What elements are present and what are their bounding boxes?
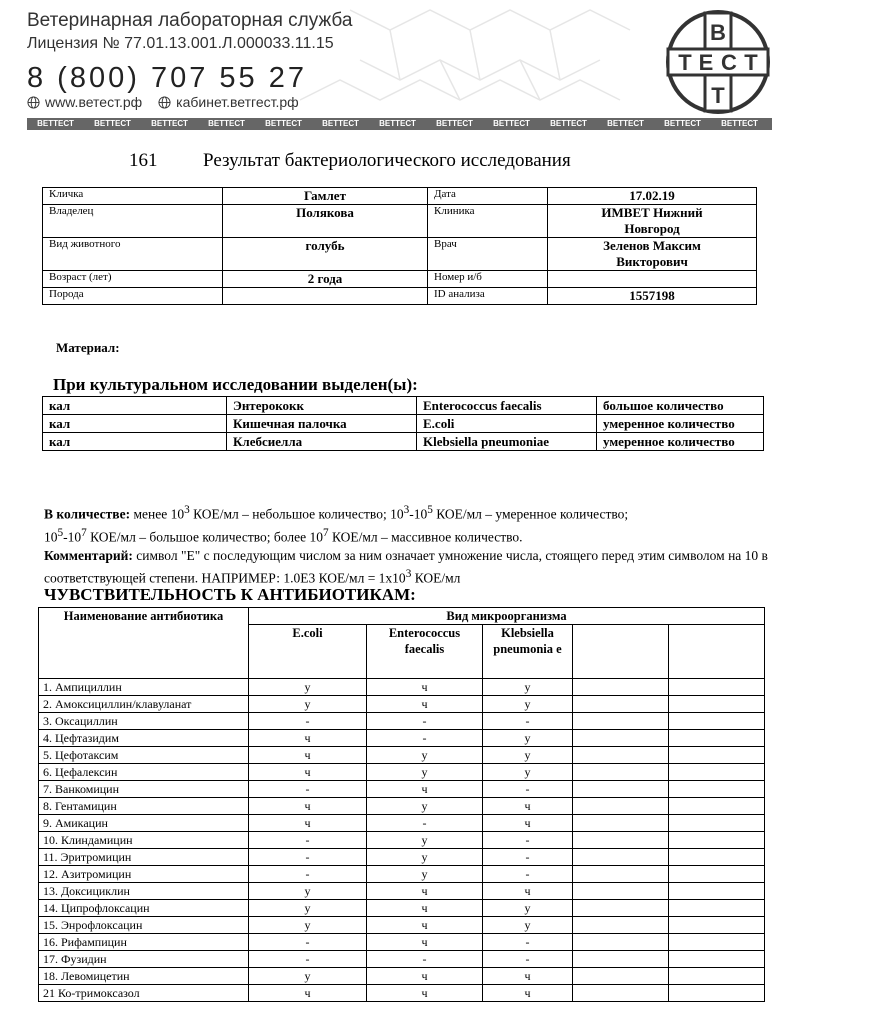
note-text: КОЕ/мл – небольшое количество; 10 — [189, 506, 404, 522]
sensitivity-cell: у — [249, 883, 367, 900]
sensitivity-cell: - — [483, 951, 573, 968]
table-row — [39, 832, 765, 849]
sensitivity-cell: у — [483, 900, 573, 917]
sensitivity-cell — [669, 815, 765, 832]
info-label: Кличка — [43, 188, 223, 205]
globe-icon — [158, 96, 171, 109]
band-label: ВЕТТЕСТ — [322, 119, 359, 128]
material-label: Материал: — [56, 340, 120, 355]
sensitivity-cell: ч — [367, 917, 483, 934]
info-value: 2 года — [223, 271, 428, 288]
note-exponent: 3 — [403, 504, 410, 516]
info-label: Номер и/б — [428, 271, 548, 288]
info-label: Клиника — [428, 205, 548, 238]
sensitivity-cell: у — [367, 832, 483, 849]
note-exponent: 7 — [81, 526, 87, 539]
note-text: -10 — [63, 529, 82, 544]
sensitivity-cell — [669, 951, 765, 968]
logo-letter: Т — [711, 83, 725, 108]
sensitivity-cell: у — [249, 968, 367, 985]
info-value: ИМВЕТ Нижний Новгород — [548, 205, 757, 238]
band-label: ВЕТТЕСТ — [550, 119, 587, 128]
logo-letter: Т — [744, 50, 758, 75]
band-label: ВЕТТЕСТ — [436, 119, 473, 128]
logo-letter: С — [721, 50, 737, 75]
sensitivity-cell: ч — [249, 730, 367, 747]
table-row — [43, 271, 757, 288]
brand-band — [27, 118, 772, 130]
table-row — [43, 205, 757, 238]
culture-cell: E.coli — [417, 415, 597, 433]
sensitivity-cell — [669, 883, 765, 900]
sensitivity-cell: - — [367, 713, 483, 730]
table-row — [43, 433, 764, 451]
sensitivity-cell — [573, 781, 669, 798]
info-value: голубь — [223, 238, 428, 271]
sensitivity-cell — [573, 679, 669, 696]
table-row — [39, 679, 765, 696]
sensitivity-cell — [573, 747, 669, 764]
antibiotic-name: 6. Цефалексин — [39, 764, 249, 781]
sensitivity-cell: ч — [367, 985, 483, 1002]
sensitivity-cell — [669, 696, 765, 713]
logo-letter: В — [710, 20, 726, 45]
sensitivity-cell: - — [483, 849, 573, 866]
sensitivity-cell: у — [367, 849, 483, 866]
table-row — [43, 238, 757, 271]
sensitivity-cell: ч — [483, 968, 573, 985]
sensitivity-cell: у — [249, 917, 367, 934]
sensitivity-cell — [669, 781, 765, 798]
note-text: КОЕ/мл — [411, 570, 461, 586]
sensitivity-cell: ч — [367, 968, 483, 985]
table-row — [43, 288, 757, 305]
table-row — [39, 815, 765, 832]
sensitivity-cell — [573, 798, 669, 815]
antibiotic-name: 16. Рифампицин — [39, 934, 249, 951]
site-link-text: www.ветест.рф — [45, 94, 143, 110]
sensitivity-cell: у — [367, 798, 483, 815]
sensitivity-cell: ч — [367, 696, 483, 713]
sensitivity-cell: у — [249, 900, 367, 917]
table-header-row — [39, 608, 765, 625]
globe-icon — [27, 96, 40, 109]
sensitivity-cell — [669, 849, 765, 866]
info-value: Полякова — [223, 205, 428, 238]
cabinet-link-text: кабинет.ветгест.рф — [176, 94, 299, 110]
sensitivity-heading: ЧУВСТВИТЕЛЬНОСТЬ К АНТИБИОТИКАМ: — [44, 585, 416, 604]
sensitivity-cell — [573, 917, 669, 934]
table-row — [39, 781, 765, 798]
sensitivity-cell — [669, 934, 765, 951]
sensitivity-cell: - — [483, 781, 573, 798]
antibiotic-name: 1. Ампициллин — [39, 679, 249, 696]
sensitivity-cell: у — [483, 917, 573, 934]
sensitivity-cell: ч — [249, 747, 367, 764]
sensitivity-cell — [573, 985, 669, 1002]
sensitivity-cell: - — [249, 832, 367, 849]
sensitivity-cell — [573, 849, 669, 866]
sensitivity-cell: у — [483, 679, 573, 696]
sensitivity-cell: ч — [249, 815, 367, 832]
sensitivity-cell: у — [367, 866, 483, 883]
sensitivity-cell — [573, 934, 669, 951]
sensitivity-cell — [669, 917, 765, 934]
sensitivity-cell: у — [367, 764, 483, 781]
sensitivity-cell: ч — [483, 798, 573, 815]
sensitivity-cell: ч — [483, 815, 573, 832]
header-links — [27, 94, 299, 110]
sensitivity-cell — [669, 985, 765, 1002]
document-number: 161 — [129, 150, 158, 171]
sensitivity-cell: ч — [367, 934, 483, 951]
info-value: 1557198 — [548, 288, 757, 305]
logo-letter: Е — [698, 50, 714, 75]
sensitivity-cell: - — [367, 951, 483, 968]
sensitivity-cell: у — [483, 747, 573, 764]
note-exponent: 3 — [405, 568, 412, 580]
antibiotic-name: 4. Цефтазидим — [39, 730, 249, 747]
culture-cell: кал — [43, 433, 227, 451]
table-row — [39, 730, 765, 747]
table-row — [39, 747, 765, 764]
table-row — [39, 866, 765, 883]
culture-cell: Энтерококк — [227, 397, 417, 415]
info-label: Врач — [428, 238, 548, 271]
table-row — [39, 713, 765, 730]
cabinet-link[interactable] — [158, 94, 299, 110]
sensitivity-table — [38, 607, 765, 1002]
info-value: 17.02.19 — [548, 188, 757, 205]
logo-letter: Т — [678, 50, 692, 75]
sensitivity-cell: - — [249, 713, 367, 730]
band-label: ВЕТТЕСТ — [94, 119, 131, 128]
note-text: КОЕ/мл – массивное количество. — [328, 529, 523, 544]
info-label: Возраст (лет) — [43, 271, 223, 288]
table-row — [43, 415, 764, 433]
table-row — [39, 917, 765, 934]
sensitivity-cell: - — [367, 815, 483, 832]
sensitivity-cell — [669, 764, 765, 781]
culture-cell: большое количество — [597, 397, 764, 415]
sensitivity-cell: - — [483, 713, 573, 730]
sensitivity-cell: - — [483, 866, 573, 883]
info-label: ID анализа — [428, 288, 548, 305]
sensitivity-cell — [669, 866, 765, 883]
culture-cell: кал — [43, 397, 227, 415]
antibiotic-name: 9. Амикацин — [39, 815, 249, 832]
sensitivity-cell — [573, 815, 669, 832]
sensitivity-cell: ч — [367, 679, 483, 696]
column-group-header: Вид микроорганизма — [249, 608, 765, 625]
organism-header — [669, 625, 765, 679]
culture-cell: умеренное количество — [597, 415, 764, 433]
sensitivity-cell: у — [249, 696, 367, 713]
table-row — [39, 849, 765, 866]
table-row — [39, 951, 765, 968]
info-value: Зеленов Максим Викторович — [548, 238, 757, 271]
sensitivity-cell: ч — [249, 764, 367, 781]
sensitivity-cell: у — [367, 747, 483, 764]
band-label: ВЕТТЕСТ — [721, 119, 758, 128]
culture-cell: Клебсиелла — [227, 433, 417, 451]
info-label: Вид животного — [43, 238, 223, 271]
table-row — [39, 764, 765, 781]
info-label: Дата — [428, 188, 548, 205]
sensitivity-cell — [669, 747, 765, 764]
sensitivity-cell — [669, 968, 765, 985]
culture-table — [42, 396, 764, 451]
sensitivity-cell — [573, 730, 669, 747]
note-exponent: 3 — [184, 504, 190, 516]
patient-info-table — [42, 187, 757, 305]
note-text: символ "Е" с последующим числом за ним означает умножение числа, стоящего перед этим символом на 10 в соответствующей степени. НАПРИМЕР: 1.0Е3 КОЕ/мл = 1x10 — [44, 548, 768, 586]
info-value: Гамлет — [223, 188, 428, 205]
note-exponent: 5 — [57, 526, 64, 539]
sensitivity-cell — [669, 730, 765, 747]
antibiotic-name: 21 Ко-тримоксазол — [39, 985, 249, 1002]
band-label: ВЕТТЕСТ — [37, 119, 74, 128]
sensitivity-cell: - — [249, 781, 367, 798]
table-row — [43, 188, 757, 205]
note-text: КОЕ/мл – большое количество; более 10 — [86, 529, 323, 544]
table-row — [39, 968, 765, 985]
sensitivity-cell: ч — [367, 781, 483, 798]
band-label: ВЕТТЕСТ — [265, 119, 302, 128]
sensitivity-cell — [669, 798, 765, 815]
phone-number: 8 (800) 707 55 27 — [27, 62, 307, 94]
band-label: ВЕТТЕСТ — [607, 119, 644, 128]
culture-cell: Кишечная палочка — [227, 415, 417, 433]
organism-header: Klebsiella pneumonia e — [483, 625, 573, 679]
table-row — [39, 696, 765, 713]
sensitivity-cell — [573, 951, 669, 968]
sensitivity-cell — [669, 900, 765, 917]
note-text: КОЕ/мл – умеренное количество; — [432, 506, 629, 522]
sensitivity-cell: - — [249, 951, 367, 968]
band-label: ВЕТТЕСТ — [493, 119, 530, 128]
antibiotic-name: 3. Оксациллин — [39, 713, 249, 730]
sensitivity-cell: ч — [249, 985, 367, 1002]
organism-header: Enterococcus faecalis — [367, 625, 483, 679]
table-row — [39, 985, 765, 1002]
comment-label: Комментарий: — [44, 548, 133, 563]
sensitivity-cell — [669, 679, 765, 696]
sensitivity-cell: у — [483, 696, 573, 713]
notes — [44, 501, 774, 588]
band-label: ВЕТТЕСТ — [208, 119, 245, 128]
organism-header: E.coli — [249, 625, 367, 679]
note-exponent: 7 — [322, 526, 329, 539]
info-value — [548, 271, 757, 288]
sensitivity-cell: ч — [367, 900, 483, 917]
sensitivity-cell — [669, 713, 765, 730]
sensitivity-cell: - — [249, 866, 367, 883]
sensitivity-cell — [573, 866, 669, 883]
sensitivity-cell — [573, 832, 669, 849]
antibiotic-name: 13. Доксициклин — [39, 883, 249, 900]
lab-name: Ветеринарная лабораторная служба — [27, 10, 353, 31]
band-label: ВЕТТЕСТ — [151, 119, 188, 128]
antibiotic-name: 5. Цефотаксим — [39, 747, 249, 764]
table-row — [39, 883, 765, 900]
sensitivity-cell — [669, 832, 765, 849]
antibiotic-name: 14. Ципрофлоксацин — [39, 900, 249, 917]
culture-cell: Enterococcus faecalis — [417, 397, 597, 415]
column-header: Наименование антибиотика — [39, 608, 249, 679]
sensitivity-cell: ч — [483, 985, 573, 1002]
sensitivity-cell: у — [483, 764, 573, 781]
note-text: -10 — [409, 506, 428, 522]
antibiotic-name: 12. Азитромицин — [39, 866, 249, 883]
antibiotic-name: 17. Фузидин — [39, 951, 249, 968]
sensitivity-cell: ч — [483, 883, 573, 900]
antibiotic-name: 10. Клиндамицин — [39, 832, 249, 849]
band-label: ВЕТТЕСТ — [379, 119, 416, 128]
sensitivity-cell — [573, 900, 669, 917]
info-value — [223, 288, 428, 305]
site-link[interactable] — [27, 94, 142, 110]
sensitivity-cell — [573, 696, 669, 713]
culture-heading: При культуральном исследовании выделен(ы): — [53, 375, 418, 394]
document-title: Результат бактериологического исследования — [203, 150, 571, 171]
sensitivity-cell: у — [249, 679, 367, 696]
sensitivity-cell: - — [249, 934, 367, 951]
sensitivity-cell: - — [367, 730, 483, 747]
sensitivity-cell — [573, 764, 669, 781]
antibiotic-name: 18. Левомицетин — [39, 968, 249, 985]
antibiotic-name: 15. Энрофлоксацин — [39, 917, 249, 934]
note-exponent: 5 — [427, 504, 433, 516]
sensitivity-cell: у — [483, 730, 573, 747]
note-text: менее 10 — [133, 506, 185, 522]
sensitivity-cell: - — [483, 934, 573, 951]
sensitivity-cell: ч — [249, 798, 367, 815]
sensitivity-cell: ч — [367, 883, 483, 900]
antibiotic-name: 11. Эритромицин — [39, 849, 249, 866]
info-label: Порода — [43, 288, 223, 305]
antibiotic-name: 2. Амоксициллин/клавуланат — [39, 696, 249, 713]
table-row — [43, 397, 764, 415]
antibiotic-name: 8. Гентамицин — [39, 798, 249, 815]
organism-header — [573, 625, 669, 679]
sensitivity-cell: - — [249, 849, 367, 866]
table-row — [39, 934, 765, 951]
info-label: Владелец — [43, 205, 223, 238]
quantity-label: В количестве: — [44, 506, 131, 522]
license-number: Лицензия № 77.01.13.001.Л.000033.11.15 — [27, 35, 334, 52]
band-label: ВЕТТЕСТ — [664, 119, 701, 128]
sensitivity-cell — [573, 713, 669, 730]
culture-cell: Klebsiella pneumoniae — [417, 433, 597, 451]
sensitivity-cell: - — [483, 832, 573, 849]
sensitivity-cell — [573, 968, 669, 985]
page-title — [129, 150, 571, 172]
note-text: 10 — [44, 529, 58, 544]
culture-cell: кал — [43, 415, 227, 433]
antibiotic-name: 7. Ванкомицин — [39, 781, 249, 798]
table-row — [39, 798, 765, 815]
vettest-logo — [665, 9, 771, 115]
sensitivity-cell — [573, 883, 669, 900]
table-row — [39, 900, 765, 917]
culture-cell: умеренное количество — [597, 433, 764, 451]
